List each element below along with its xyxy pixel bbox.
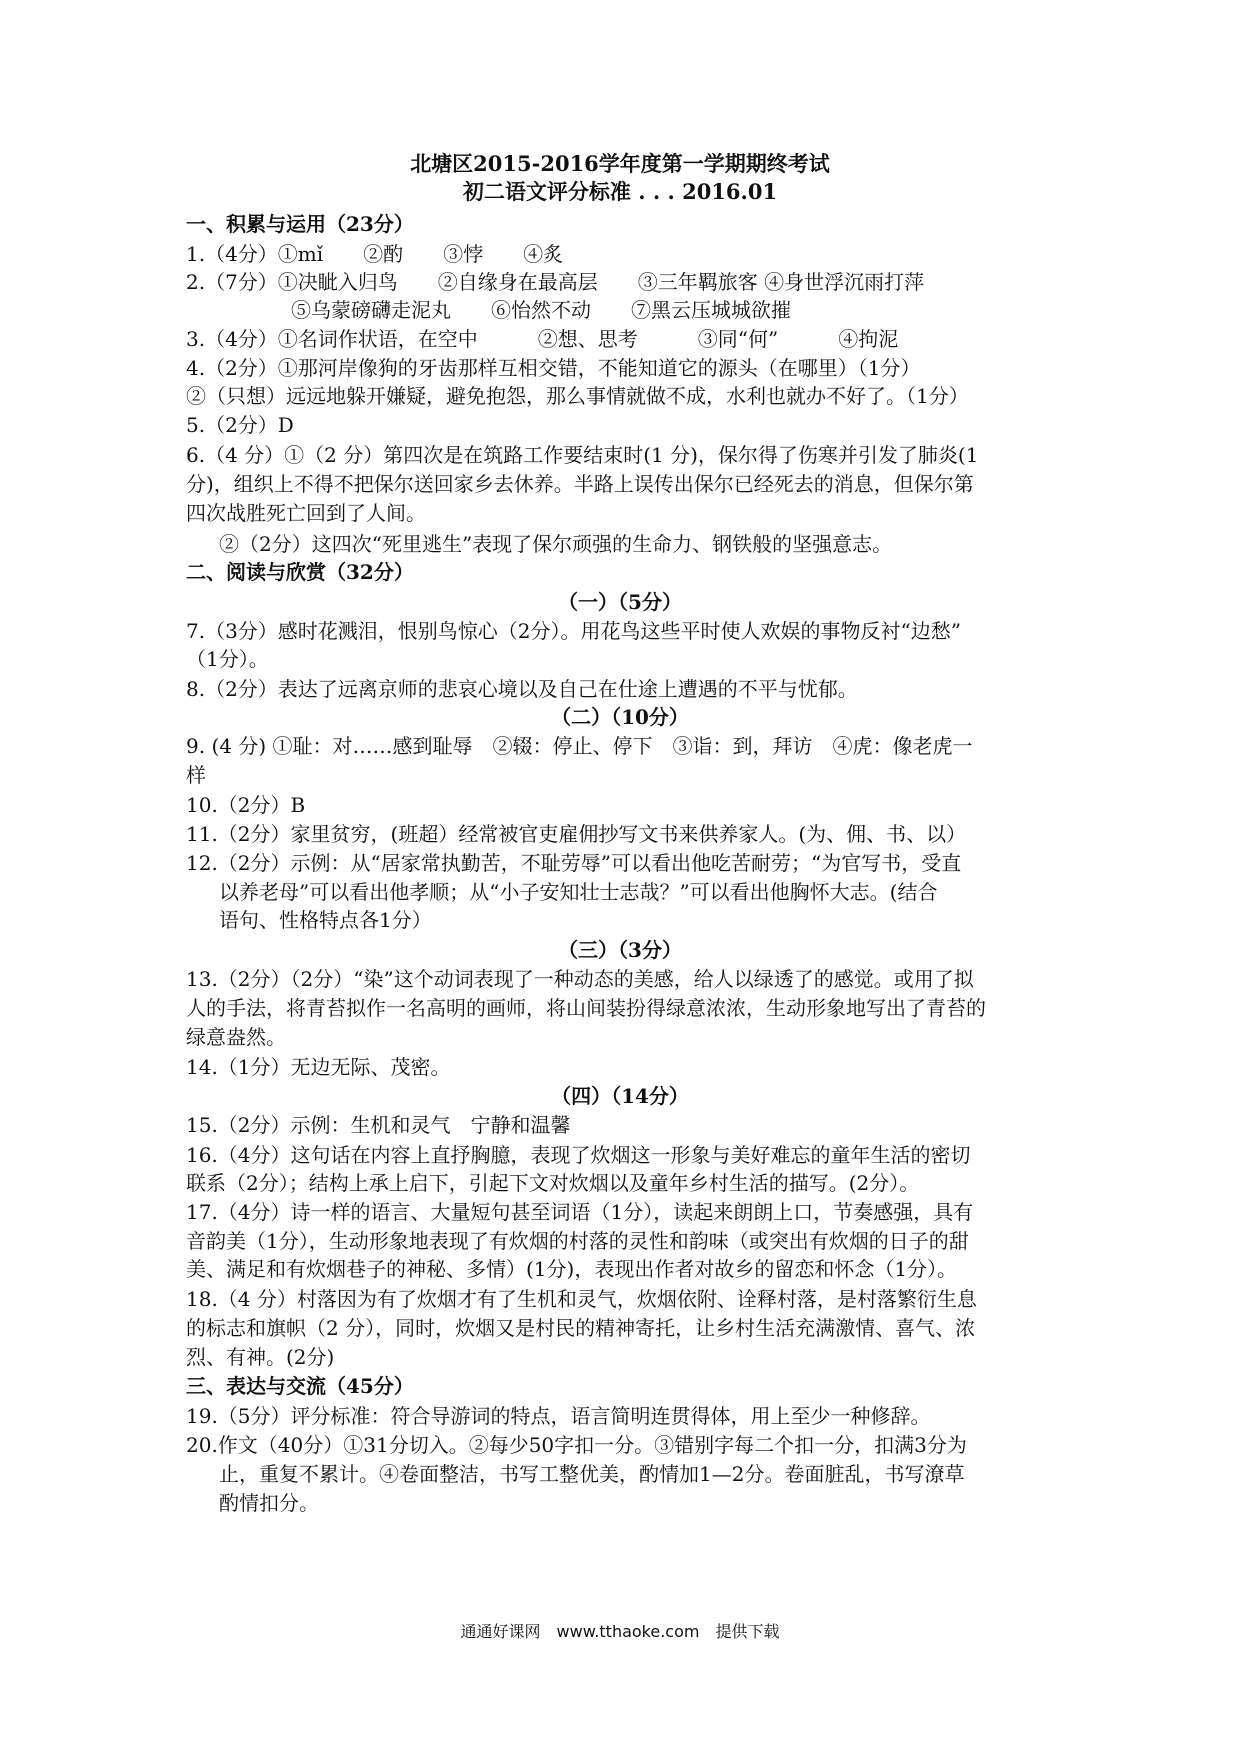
answer-line: 8.（2分）表达了远离京师的悲哀心境以及自己在仕途上遭遇的不平与忧郁。 <box>186 677 858 701</box>
subsection-heading: （一）（5分） <box>558 590 682 614</box>
answer-line: 17.（4分）诗一样的语言、大量短句甚至词语（1分），读起来朗朗上口，节奏感强，具有 <box>186 1200 974 1224</box>
answer-line: 2.（7分）①决眦入归鸟 ②自缘身在最高层 ③三年羁旅客 ④身世浮沉雨打萍 <box>186 270 925 294</box>
answer-line: 20.作文（40分）①31分切入。②每少50字扣一分。③错别字每二个扣一分，扣满3分为 <box>186 1433 967 1457</box>
section-heading-3: 三、表达与交流（45分） <box>186 1374 414 1398</box>
answer-line: 14.（1分）无边无际、茂密。 <box>186 1055 451 1079</box>
answer-line: 酌情扣分。 <box>219 1491 319 1515</box>
answer-line: 联系（2分）；结构上承上启下，引起下文对炊烟以及童年乡村生活的描写。(2分）。 <box>186 1171 920 1195</box>
answer-line: 音韵美（1分），生动形象地表现了有炊烟的村落的灵性和韵味（或突出有炊烟的日子的甜 <box>186 1229 969 1253</box>
answer-line: 5.（2分）D <box>186 413 294 437</box>
answer-line: （1分）。 <box>186 647 269 671</box>
section-heading-2: 二、阅读与欣赏（32分） <box>186 560 414 584</box>
answer-line: 12.（2分）示例：从“居家常执勤苦，不耻劳辱”可以看出他吃苦耐劳；“为官写书，受直 <box>186 851 962 875</box>
answer-line: 4.（2分）①那河岸像狗的牙齿那样互相交错，不能知道它的源头（在哪里）（1分） <box>186 356 921 380</box>
answer-line: 绿意盎然。 <box>186 1025 286 1049</box>
answer-line: 分)，组织上不得不把保尔送回家乡去休养。半路上误传出保尔已经死去的消息，但保尔第 <box>186 472 974 496</box>
subsection-heading: （二）（10分） <box>551 705 689 729</box>
answer-line: 16.（4分）这句话在内容上直抒胸臆，表现了炊烟这一形象与美好难忘的童年生活的密切 <box>186 1143 971 1167</box>
answer-line: 烈、有神。(2分) <box>186 1345 335 1369</box>
answer-line: 人的手法，将青苔拟作一名高明的画师，将山间装扮得绿意浓浓，生动形象地写出了青苔的 <box>186 996 986 1020</box>
answer-line: 样 <box>186 763 206 787</box>
answer-line: 美、满足和有炊烟巷子的神秘、多情）(1分)，表现出作者对故乡的留恋和怀念（1分）。 <box>186 1257 958 1281</box>
answer-line: 10.（2分）B <box>186 793 306 817</box>
answer-line: 18.（4 分）村落因为有了炊烟才有了生机和灵气，炊烟依附、诠释村落，是村落繁衍生息 <box>186 1287 977 1311</box>
answer-line: 9. (4 分) ①耻：对……感到耻辱 ②辍：停止、停下 ③诣：到，拜访 ④虎：像老虎一 <box>186 734 973 758</box>
answer-line: 13.（2分）（2分）“染”这个动词表现了一种动态的美感，给人以绿透了的感觉。或用了拟 <box>186 967 974 991</box>
answer-line: ②（只想）远远地躲开嫌疑，避免抱怨，那么事情就做不成，水利也就办不好了。（1分） <box>186 384 969 408</box>
answer-line: ⑤乌蒙磅礴走泥丸 ⑥怡然不动 ⑦黑云压城城欲摧 <box>291 298 791 322</box>
answer-line: 7.（3分）感时花溅泪，恨别鸟惊心（2分）。用花鸟这些平时使人欢娱的事物反衬“边愁” <box>186 619 961 643</box>
answer-line: 11.（2分）家里贫穷，(班超）经常被官吏雇佣抄写文书来供养家人。(为、佣、书、以） <box>186 822 967 846</box>
answer-line: 19.（5分）评分标准：符合导游词的特点，语言简明连贯得体，用上至少一种修辞。 <box>186 1404 931 1428</box>
document-subtitle: 初二语文评分标准 . . . 2016.01 <box>462 179 778 204</box>
answer-line: ②（2分）这四次“死里逃生”表现了保尔顽强的生命力、钢铁般的坚强意志。 <box>219 532 893 556</box>
footer-source: 通通好课网 www.tthaoke.com 提供下载 <box>460 1622 780 1641</box>
answer-line: 四次战胜死亡回到了人间。 <box>186 501 426 525</box>
document-title: 北塘区2015-2016学年度第一学期期终考试 <box>410 151 830 176</box>
answer-line: 止，重复不累计。④卷面整洁，书写工整优美，酌情加1—2分。卷面脏乱，书写潦草 <box>219 1462 965 1486</box>
answer-line: 语句、性格特点各1分） <box>219 908 432 932</box>
answer-line: 15.（2分）示例：生机和灵气 宁静和温馨 <box>186 1113 571 1137</box>
subsection-heading: （三）（3分） <box>558 938 682 962</box>
subsection-heading: （四）（14分） <box>551 1084 689 1108</box>
answer-line: 以养老母”可以看出他孝顺；从“小子安知壮士志哉？”可以看出他胸怀大志。(结合 <box>219 880 938 904</box>
section-heading-1: 一、积累与运用（23分） <box>186 212 414 236</box>
answer-line: 6.（4 分）①（2 分）第四次是在筑路工作要结束时(1 分)，保尔得了伤寒并引发了肺炎(1 <box>186 443 979 467</box>
answer-line: 1.（4分）①mǐ ②酌 ③悖 ④炙 <box>186 242 564 266</box>
answer-line: 3.（4分）①名词作状语，在空中 ②想、思考 ③同“何” ④拘泥 <box>186 327 899 351</box>
answer-line: 的标志和旗帜（2 分），同时，炊烟又是村民的精神寄托，让乡村生活充满激情、喜气、浓 <box>186 1316 976 1340</box>
